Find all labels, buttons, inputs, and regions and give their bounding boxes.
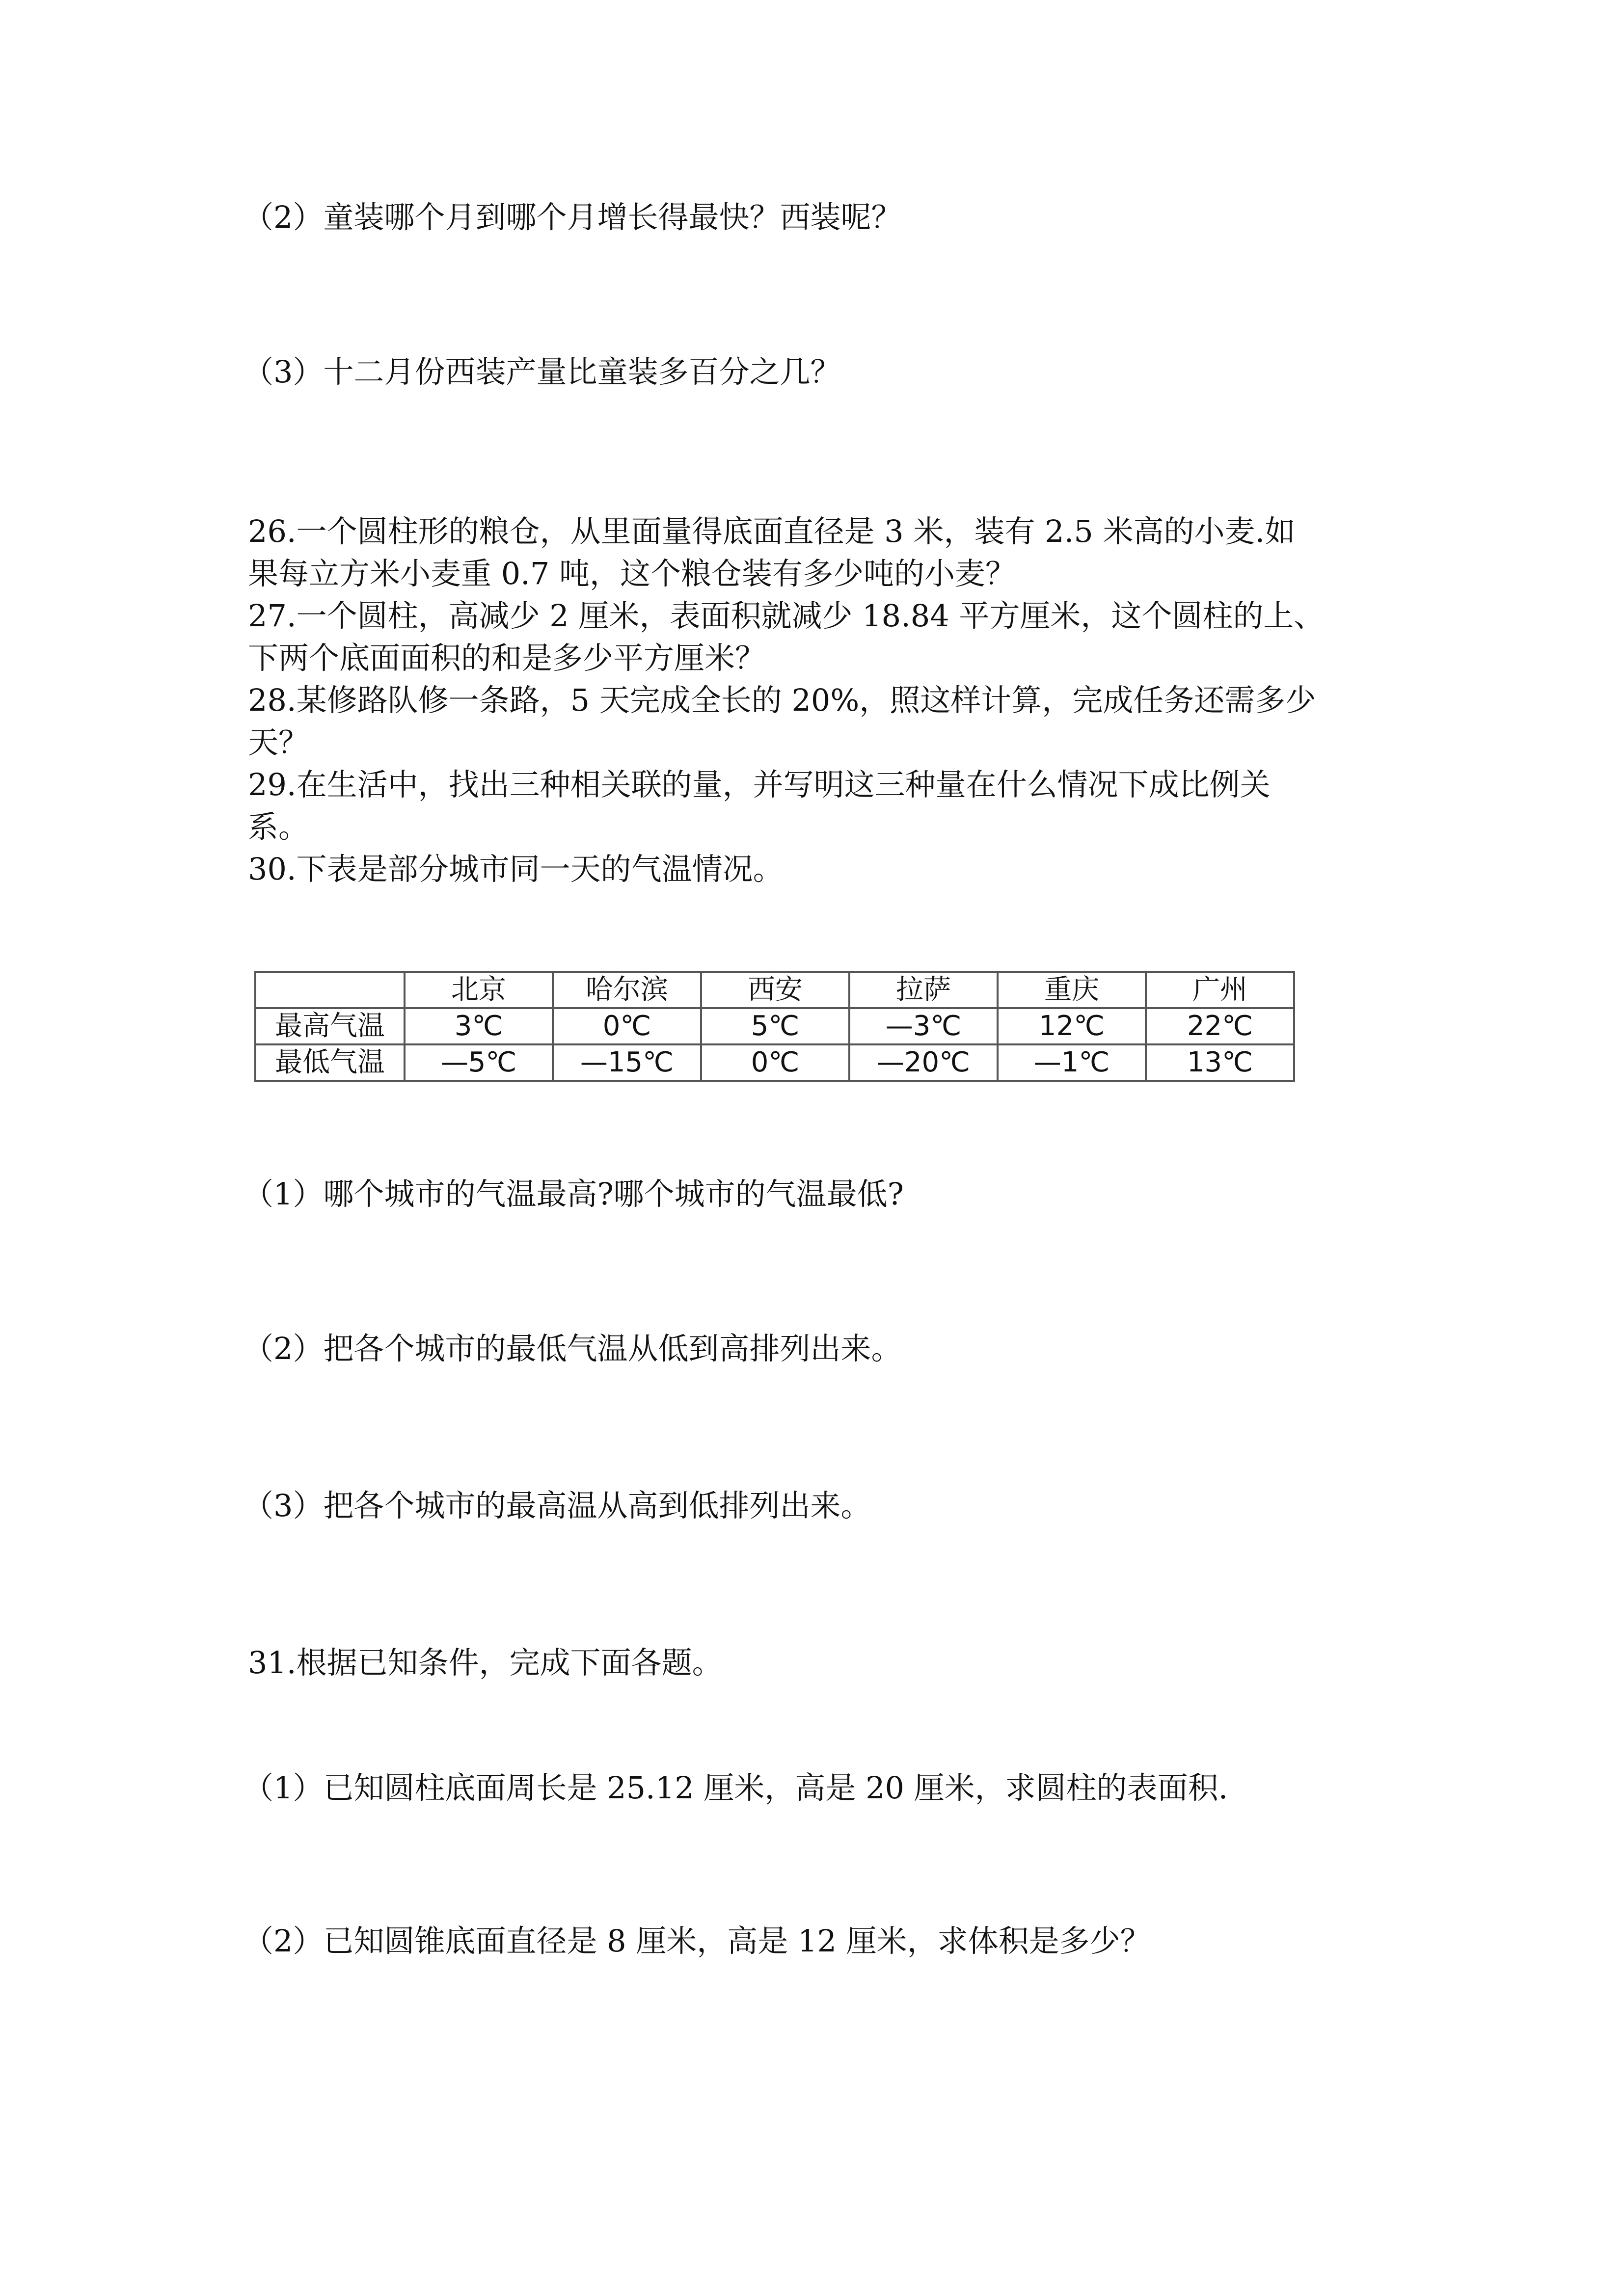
- table-row: [255, 1044, 1294, 1081]
- row-label: 最高气温: [255, 1008, 405, 1044]
- question-26-line-2: 果每立方米小麦重 0.7 吨，这个粮仓装有多少吨的小麦？: [248, 556, 1016, 591]
- question-31: 31.根据已知条件，完成下面各题。: [248, 1645, 723, 1681]
- table-header-cell: 北京: [405, 972, 553, 1008]
- row-label: 最低气温: [255, 1044, 405, 1081]
- table-cell: —20℃: [849, 1044, 998, 1081]
- table-cell: 5℃: [701, 1008, 849, 1044]
- question-31-1: （1）已知圆柱底面周长是 25.12 厘米，高是 20 厘米，求圆柱的表面积.: [243, 1770, 1228, 1806]
- question-29-line-1: 29.在生活中，找出三种相关联的量，并写明这三种量在什么情况下成比例关: [248, 767, 1271, 802]
- table-header-cell: 哈尔滨: [553, 972, 701, 1008]
- question-25-3: （3）十二月份西装产量比童装多百分之几？: [243, 354, 841, 390]
- question-25-2: （2）童装哪个月到哪个月增长得最快？西装呢？: [243, 199, 902, 235]
- table-header-cell: 拉萨: [849, 972, 998, 1008]
- table-cell: —1℃: [998, 1044, 1146, 1081]
- table-header-row: [255, 972, 1294, 1008]
- question-27-line-2: 下两个底面面积的和是多少平方厘米？: [248, 640, 766, 676]
- question-26-line-1: 26.一个圆柱形的粮仓，从里面量得底面直径是 3 米，装有 2.5 米高的小麦.如: [248, 513, 1296, 549]
- table-header-cell: 重庆: [998, 972, 1146, 1008]
- table-cell: 22℃: [1146, 1008, 1294, 1044]
- table-header-cell: 西安: [701, 972, 849, 1008]
- table-header-cell: 广州: [1146, 972, 1294, 1008]
- question-30-1: （1）哪个城市的气温最高?哪个城市的气温最低?: [243, 1176, 904, 1212]
- table-cell: —15℃: [553, 1044, 701, 1081]
- question-31-2: （2）已知圆锥底面直径是 8 厘米，高是 12 厘米，求体积是多少？: [243, 1923, 1151, 1959]
- table-corner-cell: [255, 972, 405, 1008]
- question-27-line-1: 27.一个圆柱，高减少 2 厘米，表面积就减少 18.84 平方厘米，这个圆柱的上、: [248, 598, 1325, 634]
- table-cell: 0℃: [553, 1008, 701, 1044]
- question-30: 30.下表是部分城市同一天的气温情况。: [248, 851, 784, 887]
- table-row: [255, 1008, 1294, 1044]
- table-cell: —3℃: [849, 1008, 998, 1044]
- table-cell: 12℃: [998, 1008, 1146, 1044]
- question-29-line-2: 系。: [248, 809, 309, 845]
- question-28-line-2: 天？: [248, 724, 309, 760]
- question-30-2: （2）把各个城市的最低气温从低到高排列出来。: [243, 1331, 902, 1366]
- table-cell: 13℃: [1146, 1044, 1294, 1081]
- question-28-line-1: 28.某修路队修一条路，5 天完成全长的 20%，照这样计算，完成任务还需多少: [248, 682, 1316, 718]
- table-cell: —5℃: [405, 1044, 553, 1081]
- table-cell: 3℃: [405, 1008, 553, 1044]
- table-cell: 0℃: [701, 1044, 849, 1081]
- temperature-table: [254, 971, 1295, 1082]
- question-30-3: （3）把各个城市的最高温从高到低排列出来。: [243, 1488, 871, 1523]
